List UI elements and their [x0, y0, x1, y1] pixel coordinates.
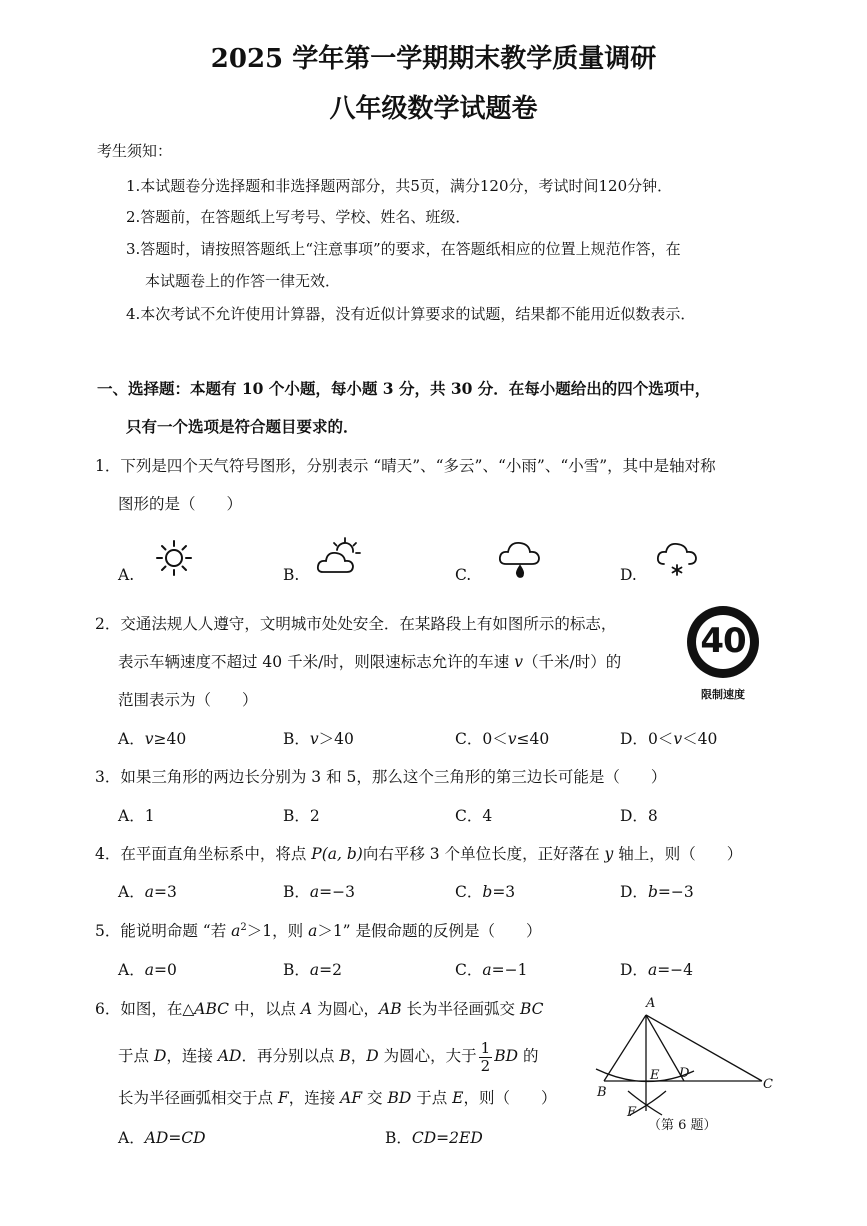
q5-option-c[interactable]: C．a=−1: [455, 961, 528, 979]
point-c-label: C: [763, 1077, 773, 1092]
q4-option-a[interactable]: A．a=3: [118, 883, 177, 901]
q4-option-d[interactable]: D．b=−3: [620, 883, 694, 901]
question-5-stem: 5．能说明命题 “若 $a^2>1$，则 a＞1” 是假命题的反例是（ ）: [95, 921, 542, 940]
exam-subtitle: 八年级数学试题卷: [329, 94, 538, 124]
q5-option-a[interactable]: A．a=0: [118, 961, 177, 979]
question-2-stem-cont: 范围表示为（ ）: [118, 691, 258, 709]
q4-option-b[interactable]: B．a=−3: [283, 883, 355, 901]
point-a-label: A: [646, 996, 656, 1011]
q1-option-b[interactable]: B.: [283, 566, 300, 584]
speed-limit-number: 40: [700, 621, 746, 661]
q2-option-b[interactable]: B．v＞40: [283, 730, 354, 748]
q6-option-b[interactable]: B．CD=2ED: [385, 1129, 483, 1147]
q3-option-b[interactable]: B．2: [283, 807, 320, 825]
question-6-stem: 6．如图，在△ABC 中，以点 A 为圆心，AB 长为半径画弧交 BC: [95, 1000, 544, 1018]
q2-option-c[interactable]: C．0＜v≤40: [455, 730, 550, 748]
q1-option-a[interactable]: A.: [118, 566, 135, 584]
light-snow-icon: [655, 540, 701, 580]
question-6-stem-cont: 于点 D，连接 AD．再分别以点 B，D 为圆心，大于 $\frac{1}{2}$ BD 的: [118, 1038, 539, 1075]
question-1-stem-cont: 图形的是（ ）: [118, 495, 243, 513]
point-b-label: B: [597, 1085, 607, 1100]
notice-item: 本试题卷上的作答一律无效．: [145, 272, 341, 290]
q4-option-c[interactable]: C．b=3: [455, 883, 516, 901]
partly-cloudy-icon: [315, 536, 363, 578]
question-6-stem-cont: 长为半径画弧相交于点 F，连接 AF 交 BD 于点 E，则（ ）: [118, 1089, 557, 1107]
one-half-fraction: $\frac{1}{2}$: [480, 1038, 491, 1075]
q5-option-b[interactable]: B．a=2: [283, 961, 342, 979]
notice-item: 2.答题前，在答题纸上写考号、学校、姓名、班级．: [126, 208, 471, 226]
question-4-stem: 4．在平面直角坐标系中，将点 P(a, b)向右平移 3 个单位长度，正好落在 y 轴上，则（ ）: [95, 845, 743, 863]
exam-title: 2025 学年第一学期期末教学质量调研: [210, 44, 657, 74]
question-2-stem-cont: 表示车辆速度不超过 40 千米/时，则限速标志允许的车速 v（千米/时）的: [118, 653, 622, 671]
q3-option-d[interactable]: D．8: [620, 807, 658, 825]
notice-item: 3.答题时，请按照答题纸上“注意事项”的要求，在答题纸相应的位置上规范作答，在: [126, 240, 681, 258]
notice-label: 考生须知：: [97, 142, 173, 160]
segment-ac: [646, 1015, 762, 1081]
triangle-figure: [590, 995, 780, 1125]
question-2-stem: 2．交通法规人人遵守，文明城市处处安全．在某路段上有如图所示的标志，: [95, 615, 617, 633]
question-1-stem: 1．下列是四个天气符号图形，分别表示 “晴天”、“多云”、“小雨”、“小雪”，其中是轴对称: [95, 457, 716, 475]
question-3-stem: 3．如果三角形的两边长分别为 3 和 5，那么这个三角形的第三边长可能是（ ）: [95, 768, 667, 786]
point-f-label: F: [627, 1105, 637, 1120]
notice-item: 4.本次考试不允许使用计算器，没有近似计算要求的试题，结果都不能用近似数表示．: [126, 305, 696, 323]
section-heading-cont: 只有一个选项是符合题目要求的．: [126, 417, 359, 436]
notice-item: 1.本试题卷分选择题和非选择题两部分，共5页，满分120分，考试时间120分钟．: [126, 177, 673, 195]
q3-option-a[interactable]: A．1: [118, 807, 155, 825]
section-heading: 一、选择题：本题有 10 个小题，每小题 3 分，共 30 分．在每小题给出的四个选项中，: [97, 379, 711, 398]
sun-icon: [152, 538, 196, 578]
q3-option-c[interactable]: C．4: [455, 807, 493, 825]
figure-caption: （第 6 题）: [648, 1118, 717, 1133]
point-d-label: D: [679, 1066, 690, 1081]
speed-limit-caption: 限制速度: [701, 688, 745, 701]
q5-option-d[interactable]: D．a=−4: [620, 961, 694, 979]
point-e-label: E: [650, 1068, 660, 1083]
q2-option-d[interactable]: D．0＜v＜40: [620, 730, 718, 748]
q2-option-a[interactable]: A．v≥40: [118, 730, 187, 748]
q1-option-d[interactable]: D.: [620, 566, 637, 584]
segment-ab: [604, 1015, 646, 1081]
q6-option-a[interactable]: A．AD=CD: [118, 1129, 206, 1147]
light-rain-icon: [496, 538, 544, 582]
q1-option-c[interactable]: C.: [455, 566, 472, 584]
